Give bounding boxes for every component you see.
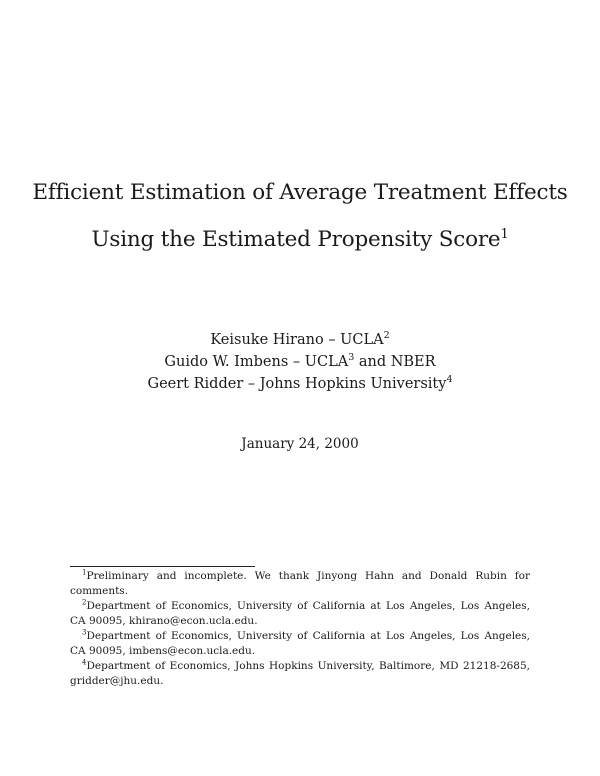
footnote-text: Department of Economics, University of California at Los Angeles, Los Angeles, CA 90095, imbens@econ.ucla.edu.: [70, 630, 530, 657]
footnote-text: Preliminary and incomplete. We thank Jinyong Hahn and Donald Rubin for comments.: [70, 570, 530, 597]
title-footnote-marker: 1: [500, 226, 509, 242]
paper-title-line-2: [0, 227, 600, 252]
author-imbens: [0, 354, 600, 370]
footnote-marker: 2: [82, 598, 87, 607]
paper-title-line-2-text: Using the Estimated Propensity Score: [91, 227, 501, 252]
footnote-marker: 3: [82, 628, 87, 637]
paper-date: January 24, 2000: [241, 436, 359, 452]
footnote-2: [70, 599, 530, 629]
author-suffix: and NBER: [354, 354, 436, 370]
paper-title-line-1: Efficient Estimation of Average Treatment Effects: [32, 180, 568, 205]
footnote-3: [70, 629, 530, 659]
author-text: Geert Ridder – Johns Hopkins University: [147, 376, 447, 392]
footnotes: [70, 569, 530, 689]
author-footnote-marker: 4: [446, 374, 453, 386]
footnote-marker: 4: [82, 658, 87, 667]
footnote-text: Department of Economics, University of California at Los Angeles, Los Angeles, CA 90095, khirano@econ.ucla.edu.: [70, 600, 530, 627]
footnote-marker: 1: [82, 568, 87, 577]
author-hirano: [0, 332, 600, 348]
footnote-4: [70, 659, 530, 689]
author-footnote-marker: 3: [348, 352, 355, 364]
footnote-1: [70, 569, 530, 599]
author-footnote-marker: 2: [383, 330, 390, 342]
footnote-text: Department of Economics, Johns Hopkins University, Baltimore, MD 21218-2685, gridder@jhu.edu.: [70, 660, 530, 687]
author-ridder: [0, 376, 600, 392]
author-text: Guido W. Imbens – UCLA: [164, 354, 349, 370]
author-text: Keisuke Hirano – UCLA: [210, 332, 384, 348]
footnote-separator: [70, 566, 255, 567]
